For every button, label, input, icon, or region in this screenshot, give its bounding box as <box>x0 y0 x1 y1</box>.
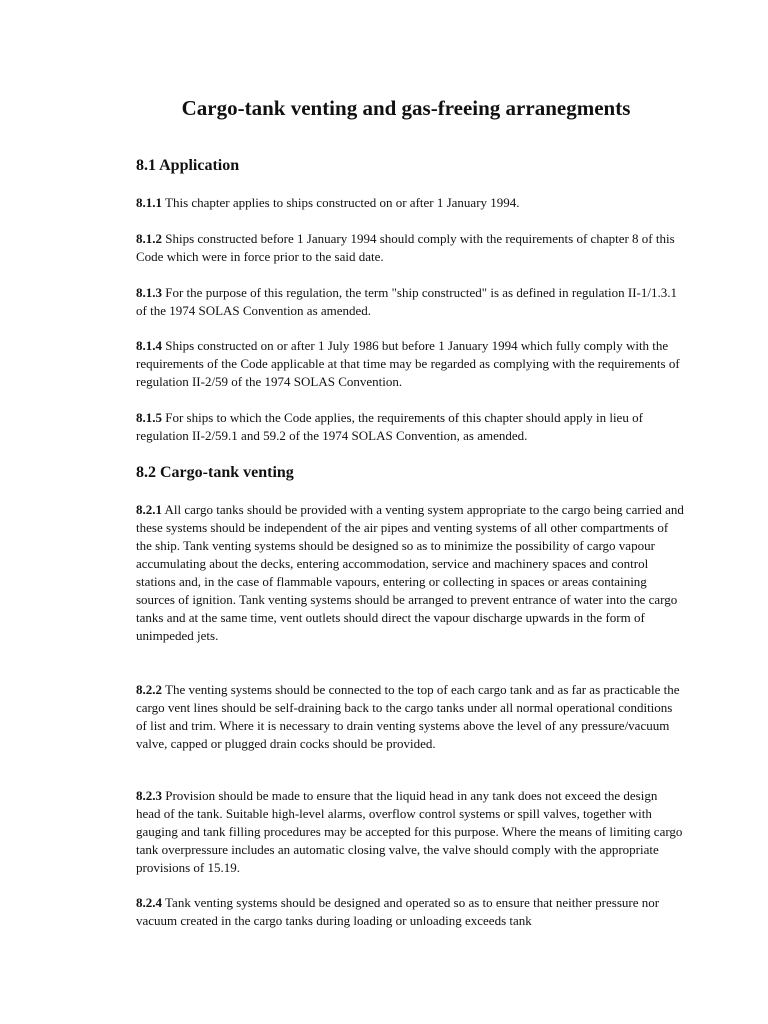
paragraph-text: All cargo tanks should be provided with a venting system appropriate to the cargo being carried and these systems should be independent of the air pipes and venting systems of all other compartments of the ship. Tank venting systems should be designed so as to minimize the possibility of cargo vapour accumulating about the decks, entering accommodation, service and machinery spaces and control stations and, in the case of flammable vapours, entering or collecting in spaces or areas containing sources of ignition. Tank venting systems should be arranged to prevent entrance of water into the cargo tanks and at the same time, vent outlets should direct the vapour discharge upwards in the form of unimpeded jets. <box>136 502 684 643</box>
paragraph-number: 8.1.4 <box>136 338 162 353</box>
paragraph-8-2-3 <box>136 787 684 877</box>
section-heading-8-1: 8.1 Application <box>136 157 240 174</box>
paragraph-8-2-2 <box>136 681 684 753</box>
document-title: Cargo-tank venting and gas-freeing arranegments <box>181 96 631 120</box>
paragraph-number: 8.1.1 <box>136 195 162 210</box>
paragraph-number: 8.2.3 <box>136 788 162 803</box>
paragraph-8-1-1 <box>136 194 684 212</box>
paragraph-text: This chapter applies to ships constructed on or after 1 January 1994. <box>162 195 520 210</box>
paragraph-text: The venting systems should be connected to the top of each cargo tank and as far as practicable the cargo vent lines should be self-draining back to the cargo tanks under all normal operational conditions of list and trim. Where it is necessary to drain venting systems above the level of any pressure/vacuum valve, capped or plugged drain cocks should be provided. <box>136 682 680 751</box>
paragraph-8-2-1 <box>136 501 684 645</box>
paragraph-8-2-4 <box>136 894 684 930</box>
paragraph-number: 8.1.5 <box>136 410 162 425</box>
paragraph-8-1-4 <box>136 337 684 391</box>
paragraph-number: 8.2.1 <box>136 502 162 517</box>
paragraph-number: 8.1.2 <box>136 231 162 246</box>
paragraph-8-1-3 <box>136 284 684 320</box>
paragraph-text: For the purpose of this regulation, the term "ship constructed" is as defined in regulation II-1/1.3.1 of the 1974 SOLAS Convention as amended. <box>136 285 677 318</box>
paragraph-number: 8.1.3 <box>136 285 162 300</box>
paragraph-number: 8.2.4 <box>136 895 162 910</box>
paragraph-text: Ships constructed before 1 January 1994 should comply with the requirements of chapter 8 of this Code which were in force prior to the said date. <box>136 231 675 264</box>
paragraph-text: Ships constructed on or after 1 July 1986 but before 1 January 1994 which fully comply with the requirements of the Code applicable at that time may be regarded as complying with the requirements of regulation II-2/59 of the 1974 SOLAS Convention. <box>136 338 680 389</box>
paragraph-number: 8.2.2 <box>136 682 162 697</box>
paragraph-text: Provision should be made to ensure that the liquid head in any tank does not exceed the design head of the tank. Suitable high-level alarms, overflow control systems or spill valves, together with gauging and tank filling procedures may be accepted for this purpose. Where the means of limiting cargo tank overpressure includes an automatic closing valve, the valve should comply with the appropriate provisions of 15.19. <box>136 788 683 875</box>
paragraph-text: Tank venting systems should be designed and operated so as to ensure that neither pressure nor vacuum created in the cargo tanks during loading or unloading exceeds tank <box>136 895 660 928</box>
paragraph-8-1-5 <box>136 409 684 445</box>
paragraph-8-1-2 <box>136 230 684 266</box>
section-heading-8-2: 8.2 Cargo-tank venting <box>136 464 294 481</box>
paragraph-text: For ships to which the Code applies, the requirements of this chapter should apply in lieu of regulation II-2/59.1 and 59.2 of the 1974 SOLAS Convention, as amended. <box>136 410 643 443</box>
